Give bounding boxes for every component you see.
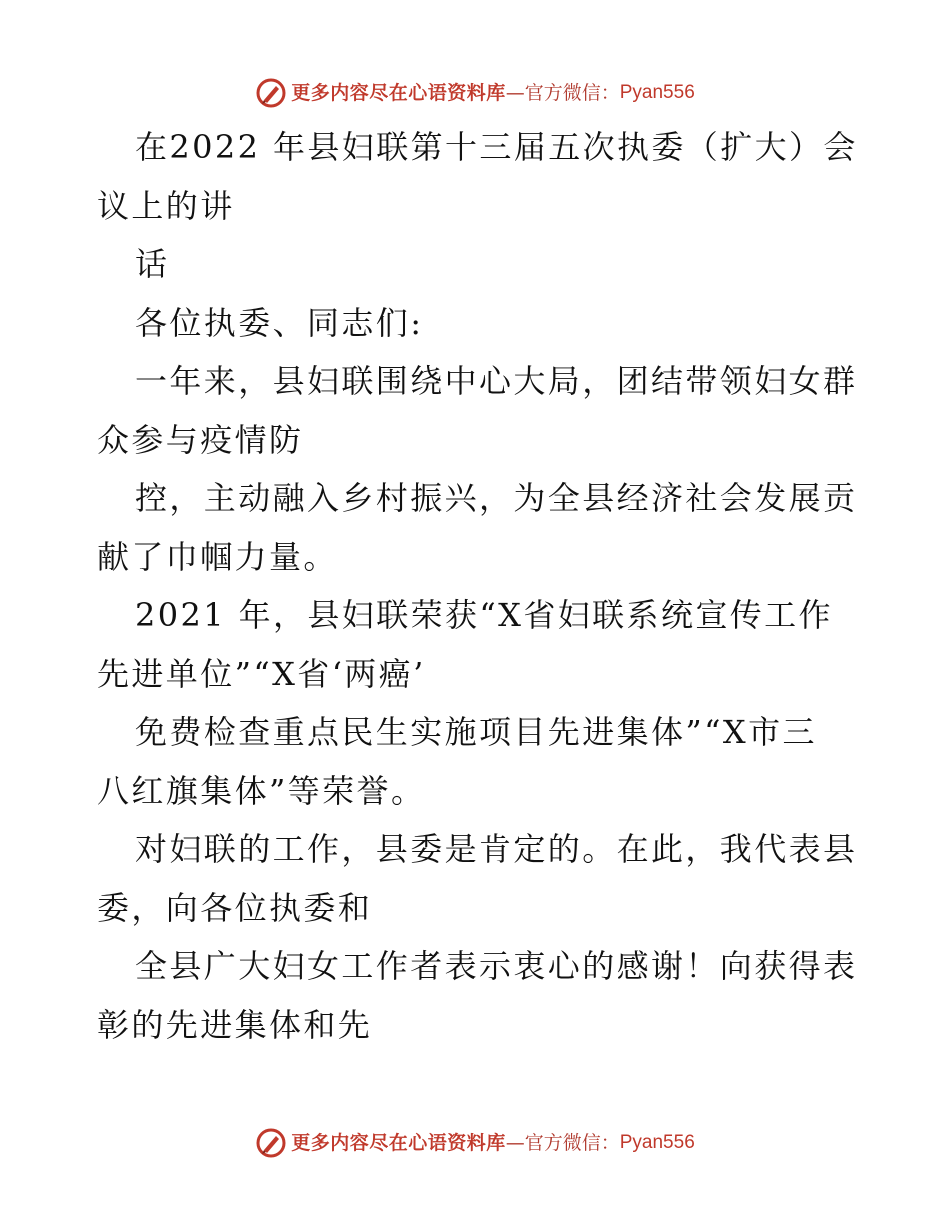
body-line: 一年来，县妇联围绕中心大局，团结带领妇女群	[135, 362, 858, 400]
watermark-dash: —	[505, 1132, 525, 1154]
body-line: 各位执委、同志们:	[135, 303, 424, 342]
watermark-site-text: 更多内容尽在心语资料库	[291, 82, 506, 104]
body-line: 八红旗集体”等荣誉。	[97, 771, 426, 810]
body-line: 控，主动融入乡村振兴，为全县经济社会发展贡	[135, 479, 858, 517]
body-line: 委，向各位执委和	[97, 888, 373, 927]
body-line: 话	[135, 245, 170, 283]
watermark-wechat-id: Pyan556	[619, 1132, 695, 1153]
watermark-header	[0, 77, 950, 109]
body-line: 议上的讲	[97, 186, 235, 225]
watermark-site-text: 更多内容尽在心语资料库	[291, 1132, 506, 1154]
body-line: 献了巾帼力量。	[97, 537, 338, 576]
document-body	[97, 118, 857, 1054]
body-line: 全县广大妇女工作者表示衷心的感谢！向获得表	[135, 947, 858, 985]
watermark-wechat-label: 官方微信：	[524, 82, 620, 104]
watermark-wechat-id: Pyan556	[619, 82, 695, 103]
body-line: 在2022 年县妇联第十三届五次执委（扩大）会	[135, 128, 858, 166]
body-line: 彰的先进集体和先	[97, 1005, 373, 1044]
body-line: 2021 年，县妇联荣获“X省妇联系统宣传工作	[135, 596, 833, 634]
watermark-wechat-label: 官方微信：	[524, 1132, 620, 1154]
body-line: 免费检查重点民生实施项目先进集体”“X市三	[135, 713, 817, 751]
pen-logo-icon	[255, 77, 287, 109]
watermark-dash: —	[505, 82, 525, 104]
body-line: 先进单位”“X省‘两癌’	[97, 654, 426, 693]
body-line: 对妇联的工作，县委是肯定的。在此，我代表县	[135, 830, 858, 868]
body-line: 众参与疫情防	[97, 420, 304, 459]
pen-logo-icon	[255, 1127, 287, 1159]
watermark-footer	[0, 1127, 950, 1159]
